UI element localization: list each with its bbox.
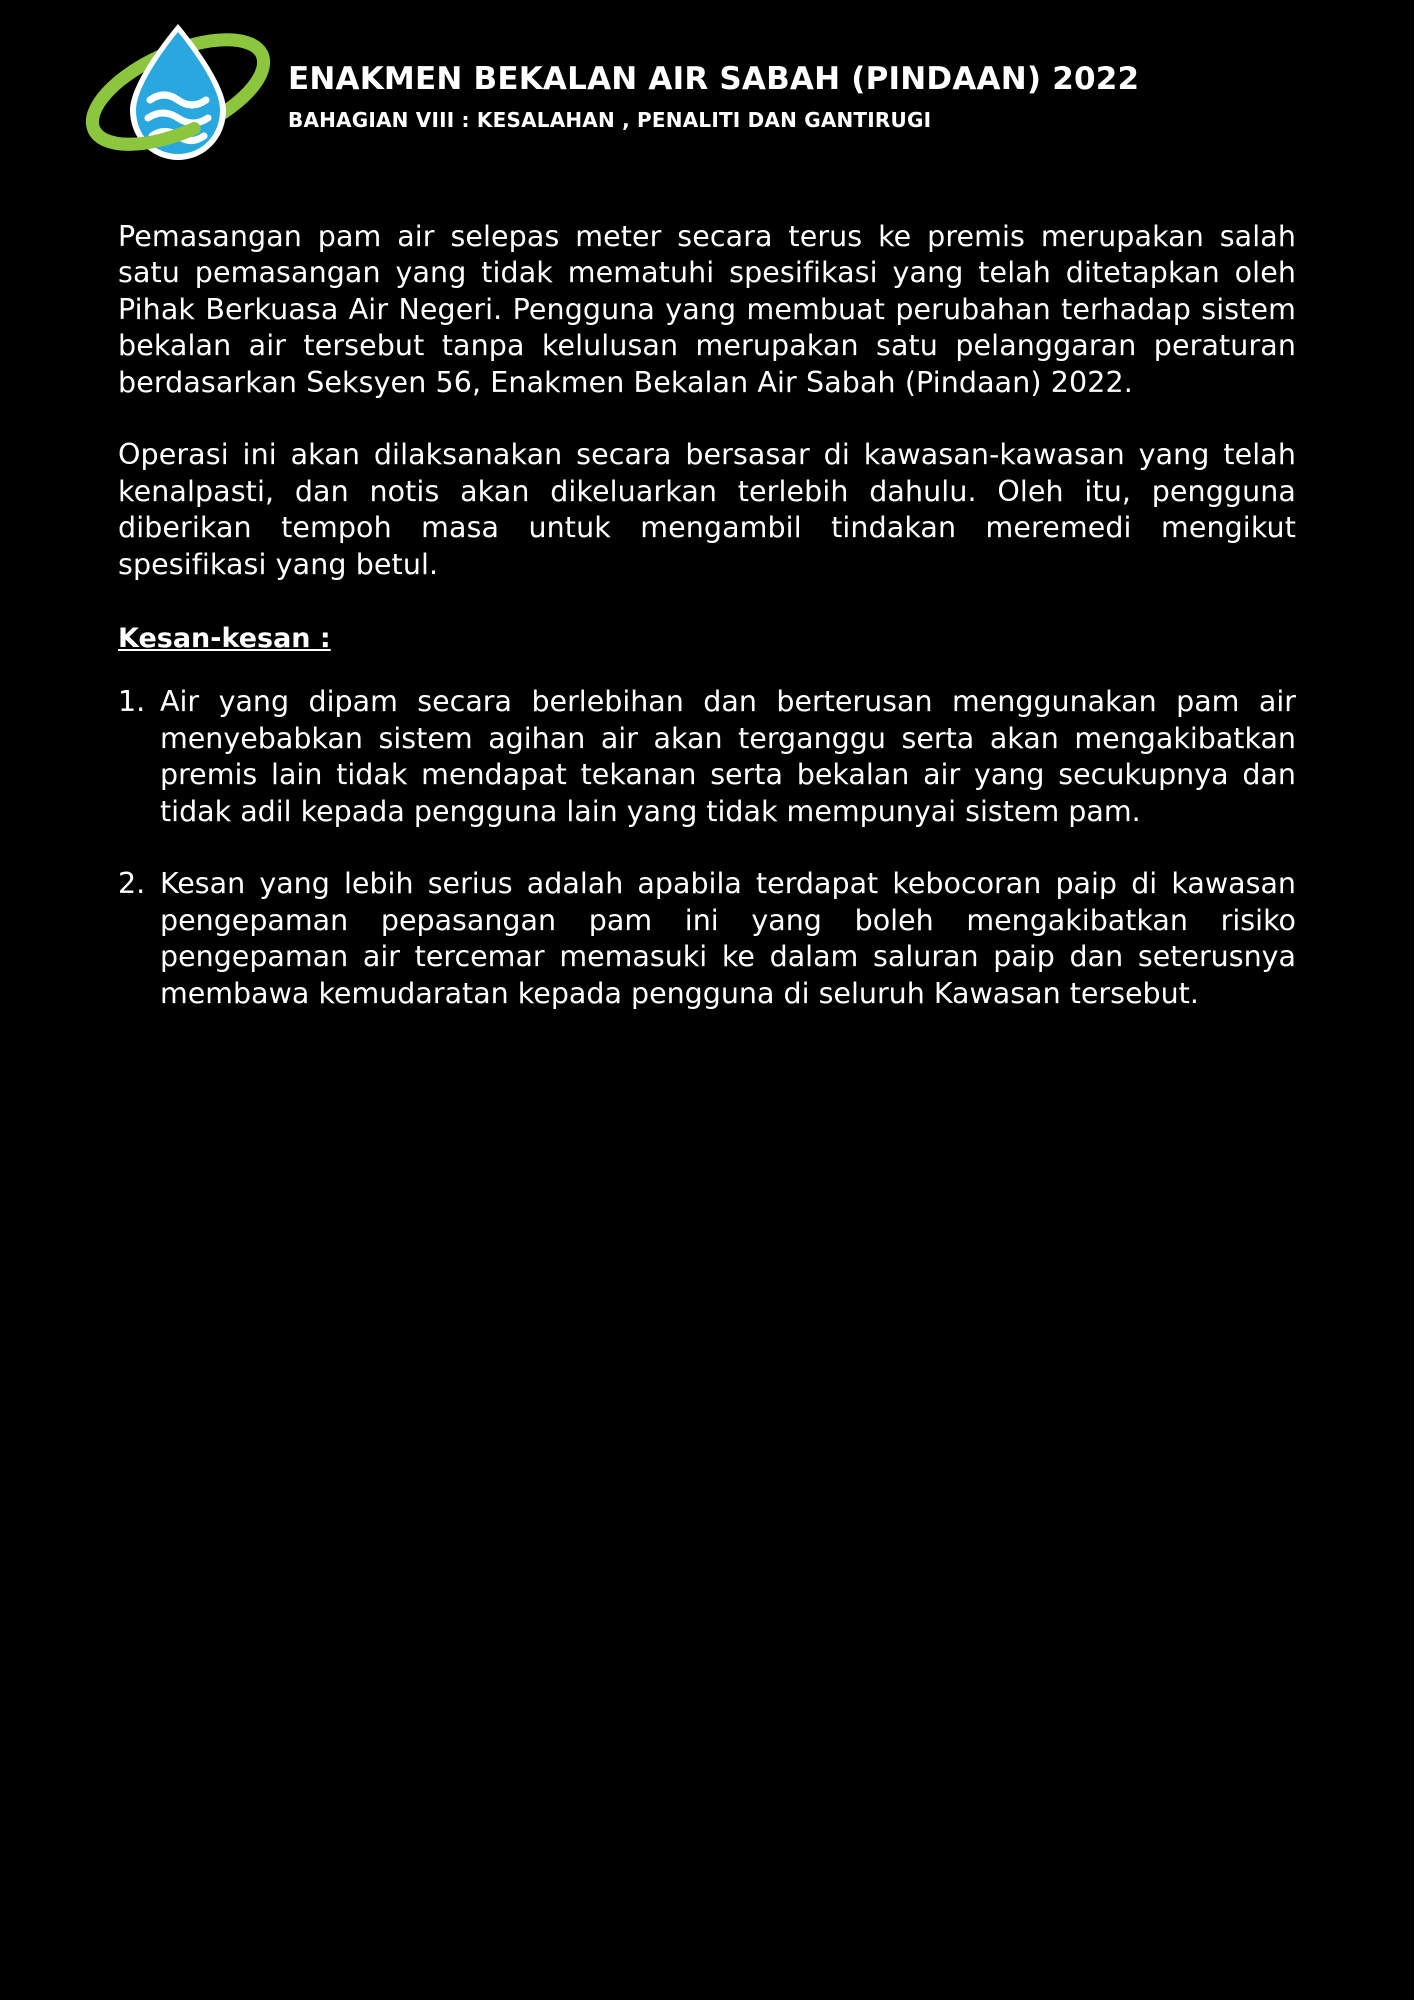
paragraph-2: Operasi ini akan dilaksanakan secara bersasar di kawasan-kawasan yang telah kenalpasti, dan notis akan dikeluarkan terlebih dahulu. Oleh itu, pengguna diberikan tempoh masa untuk mengambil tindakan meremedi mengikut spesifikasi yang betul. [118, 438, 1296, 581]
section-heading-wrapper [118, 619, 1296, 684]
document-header [0, 0, 1414, 189]
kesan-list [118, 684, 1296, 1012]
paragraph-1: Pemasangan pam air selepas meter secara terus ke premis merupakan salah satu pemasangan yang tidak mematuhi spesifikasi yang telah ditetapkan oleh Pihak Berkuasa Air Negeri. Pengguna yang membuat perubahan terhadap sistem bekalan air tersebut tanpa kelulusan merupakan satu pelanggaran peraturan berdasarkan Seksyen 56, Enakmen Bekalan Air Sabah (Pindaan) 2022. [118, 220, 1296, 399]
page-title: ENAKMEN BEKALAN AIR SABAH (PINDAAN) 2022 [288, 61, 1140, 98]
section-heading-kesan: Kesan-kesan : [118, 623, 331, 655]
page-subtitle: BAHAGIAN VIII : KESALAHAN , PENALITI DAN GANTIRUGI [288, 107, 932, 132]
list-item: Air yang dipam secara berlebihan dan berterusan menggunakan pam air menyebabkan sistem agihan air akan terganggu serta akan mengakibatkan premis lain tidak mendapat tekanan serta bekalan air yang secukupnya dan tidak adil kepada pengguna lain yang tidak mempunyai sistem pam. [160, 685, 1296, 828]
document-body [0, 189, 1414, 1012]
header-text-block [278, 61, 1139, 131]
water-droplet-logo [78, 14, 278, 179]
list-item: Kesan yang lebih serius adalah apabila terdapat kebocoran paip di kawasan pengepaman pepasangan pam ini yang boleh mengakibatkan risiko pengepaman air tercemar memasuki ke dalam saluran paip dan seterusnya membawa kemudaratan kepada pengguna di seluruh Kawasan tersebut. [160, 867, 1296, 1010]
